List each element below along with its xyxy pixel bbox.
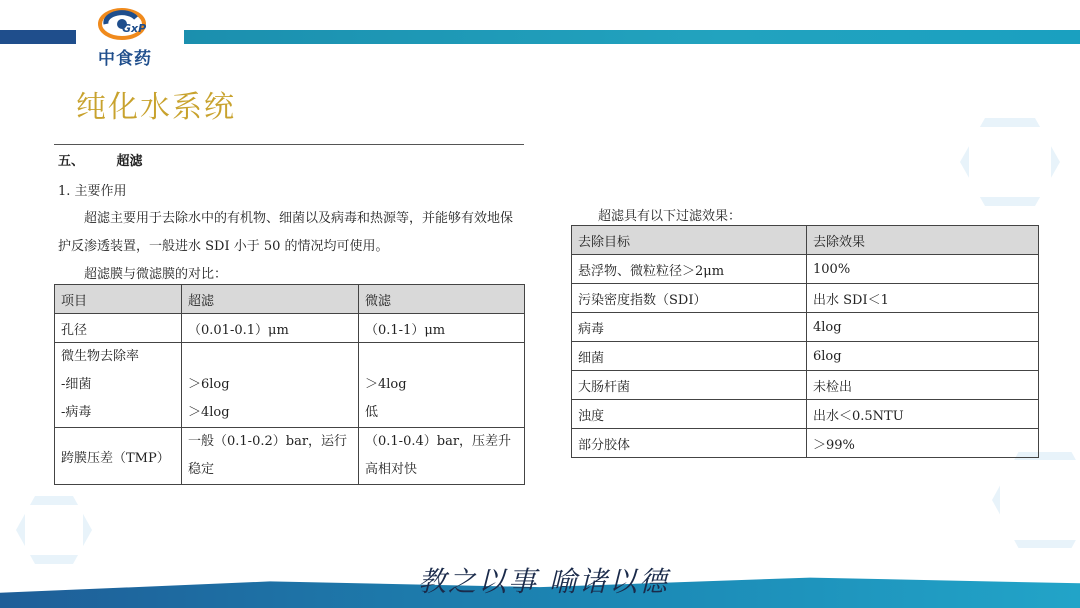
effects-table-caption: 超滤具有以下过滤效果：	[598, 209, 742, 224]
uf-virus-value: ＞4log	[188, 405, 230, 420]
table-header-row	[572, 226, 1039, 255]
table-cell: 4log	[807, 313, 1039, 342]
body-paragraph-text: 超滤主要用于去除水中的有机物、细菌以及病毒和热源等，并能够有效地保护反渗透装置，一般进水 SDI 小于 50 的情况均可使用。	[58, 211, 514, 254]
table-cell: （0.01-0.1）μm	[182, 314, 359, 343]
table-cell: 100%	[807, 255, 1039, 284]
uf-bacteria-value: ＞6log	[188, 377, 230, 392]
table-row	[572, 313, 1039, 342]
slide-title: 纯化水系统	[76, 90, 236, 125]
table-cell: 悬浮物、微粒粒径＞2μm	[572, 255, 807, 284]
table-row	[572, 400, 1039, 429]
table-row	[55, 428, 525, 485]
table-header-cell: 项目	[55, 285, 182, 314]
decor-hexagon-bottom-right	[992, 452, 1080, 548]
table-cell	[182, 343, 359, 428]
logo-badge: GxP	[122, 22, 147, 35]
table-cell: （0.1-0.4）bar，压差升高相对快	[359, 428, 525, 485]
table-cell: 一般（0.1-0.2）bar，运行稳定	[182, 428, 359, 485]
virus-label: -病毒	[61, 405, 92, 420]
table-cell	[359, 343, 525, 428]
table-cell: 6log	[807, 342, 1039, 371]
table-cell: 部分胶体	[572, 429, 807, 458]
table-cell: 大肠杆菌	[572, 371, 807, 400]
effects-table	[571, 225, 1039, 458]
footer-motto: 教之以事 喻诸以德	[418, 565, 669, 598]
table-cell: 病毒	[572, 313, 807, 342]
compare-table	[54, 284, 525, 485]
table-cell	[55, 343, 182, 428]
table-row	[572, 342, 1039, 371]
decor-hexagon-left	[16, 496, 92, 564]
table-cell: 未检出	[807, 371, 1039, 400]
decor-hexagon-right	[960, 118, 1060, 206]
micro-removal-label: 微生物去除率	[61, 349, 140, 364]
table-row	[572, 371, 1039, 400]
table-header-cell: 去除目标	[572, 226, 807, 255]
header-bar-right	[184, 30, 1080, 44]
body-paragraph	[58, 205, 524, 261]
table-header-cell: 微滤	[359, 285, 525, 314]
table-cell: 污染密度指数（SDI）	[572, 284, 807, 313]
table-row	[55, 343, 525, 428]
table-cell: 出水＜0.5NTU	[807, 400, 1039, 429]
table-cell: 浊度	[572, 400, 807, 429]
section-rule	[54, 144, 524, 145]
table-header-cell: 去除效果	[807, 226, 1039, 255]
table-row	[572, 284, 1039, 313]
bacteria-label: -细菌	[61, 377, 92, 392]
table-cell: ＞99%	[807, 429, 1039, 458]
table-cell: 孔径	[55, 314, 182, 343]
table-cell: 细菌	[572, 342, 807, 371]
table-cell: 跨膜压差（TMP）	[55, 428, 182, 485]
section-title: 超滤	[116, 154, 143, 169]
logo-wordmark: 中食药	[98, 49, 152, 69]
table-header-cell: 超滤	[182, 285, 359, 314]
section-number: 五、	[58, 154, 85, 169]
header-bar-left	[0, 30, 76, 44]
table-row	[572, 429, 1039, 458]
mf-bacteria-value: ＞4log	[365, 377, 407, 392]
compare-table-caption: 超滤膜与微滤膜的对比：	[84, 267, 228, 282]
table-cell: 出水 SDI＜1	[807, 284, 1039, 313]
table-header-row	[55, 285, 525, 314]
table-cell: （0.1-1）μm	[359, 314, 525, 343]
subsection-title: 1. 主要作用	[58, 184, 127, 199]
section-heading	[58, 150, 143, 169]
mf-virus-value: 低	[365, 405, 379, 420]
table-row	[572, 255, 1039, 284]
table-row	[55, 314, 525, 343]
